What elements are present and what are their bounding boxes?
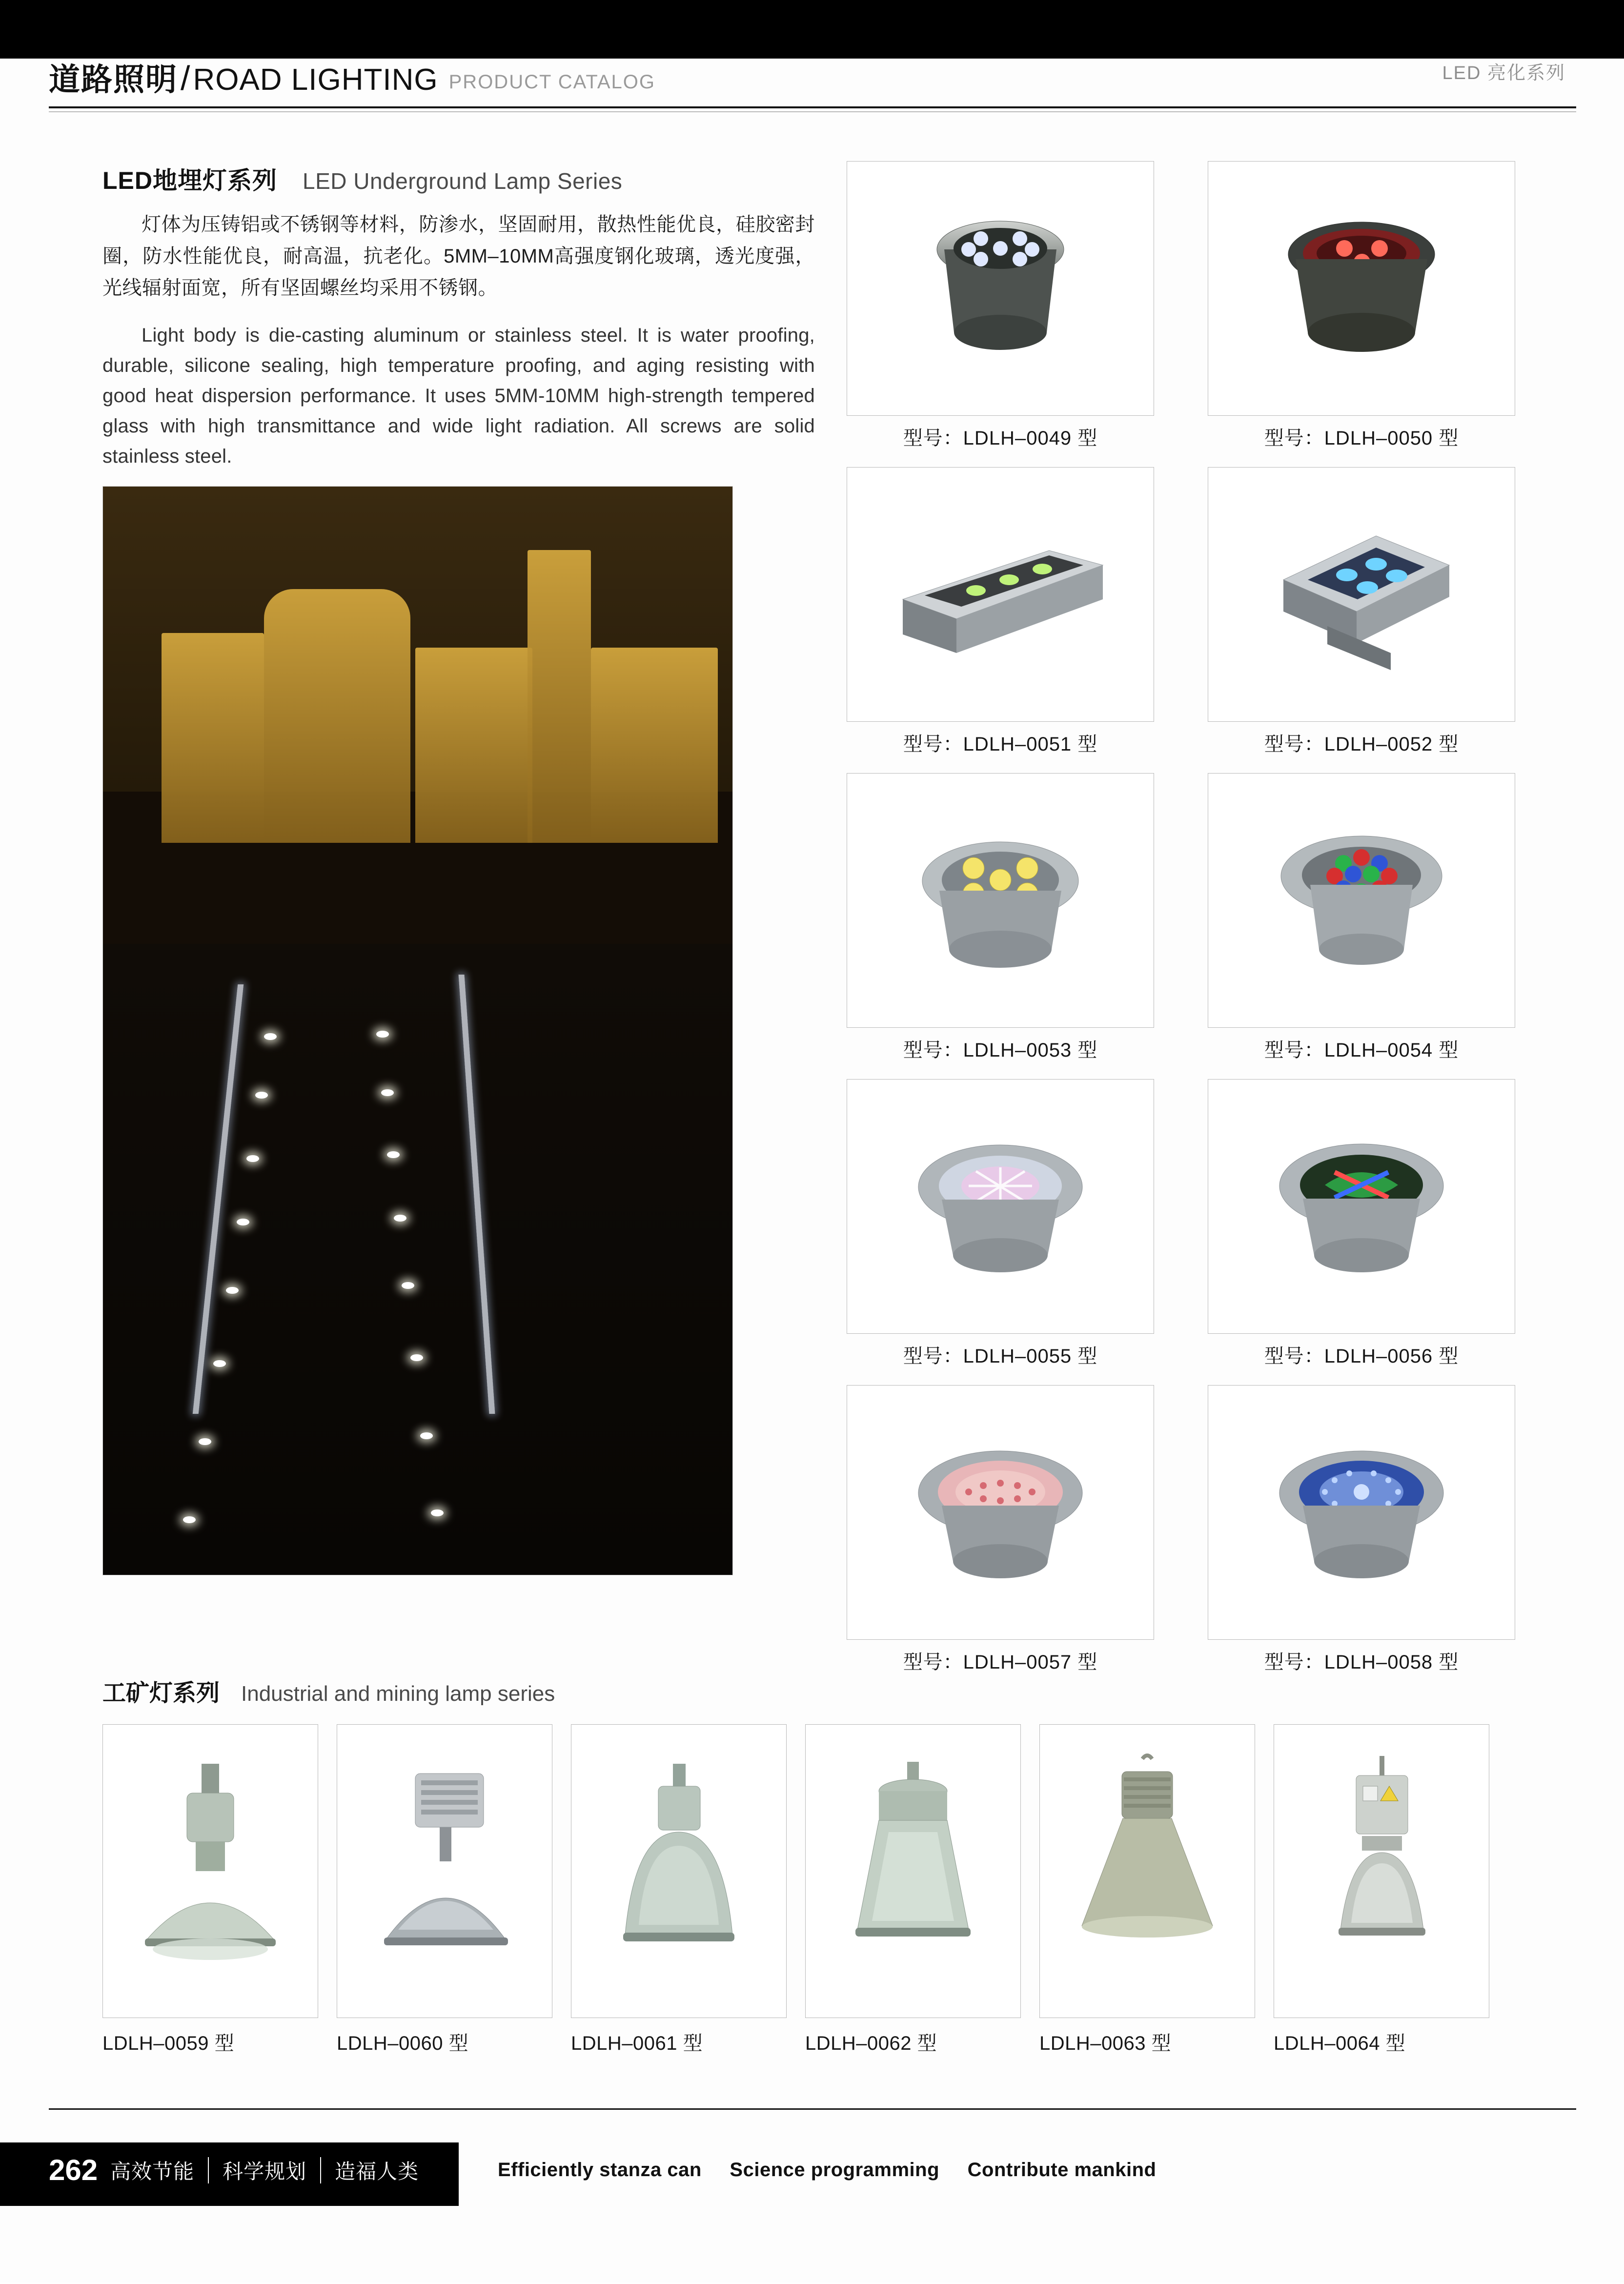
description-paragraph-cn — [102, 209, 815, 304]
product-image-ldlh-0060 — [337, 1724, 552, 2018]
product-image-ldlh-0052 — [1208, 467, 1515, 722]
footer-slogan-group — [49, 2153, 419, 2187]
industrial-caption: LDLH–0059 型 — [102, 2033, 235, 2054]
product-caption: 型号：LDLH–0058 型 — [1264, 1652, 1459, 1673]
hero-building-5 — [591, 648, 718, 843]
product-image-ldlh-0064 — [1274, 1724, 1489, 2018]
product-caption: 型号：LDLH–0057 型 — [903, 1652, 1098, 1673]
header-title-cn: 道路照明 — [49, 62, 178, 97]
product-image-ldlh-0058 — [1208, 1385, 1515, 1640]
product-caption: 型号：LDLH–0049 型 — [903, 428, 1098, 449]
section-title-cn: LED地埋灯系列 — [102, 167, 277, 194]
product-grid-underground — [834, 161, 1527, 1691]
footer-slogan-cn-3: 造福人类 — [335, 2160, 419, 2183]
product-cell — [1196, 1079, 1527, 1377]
hero-building-3 — [415, 648, 532, 843]
left-column — [102, 161, 815, 1575]
product-image-ldlh-0059 — [102, 1724, 318, 2018]
industrial-cell — [1039, 1724, 1255, 2056]
product-cell — [834, 467, 1166, 765]
footer-divider — [208, 2157, 209, 2183]
industrial-lamp-section — [102, 1674, 1532, 2056]
footer-slogan-cn-2: 科学规划 — [223, 2160, 307, 2183]
description-en-text: Light body is die-casting aluminum or stainless steel. It is water proofing, durable, silicone sealing, high temperature proofing, and aging resisting with good heat dispersion performance. It uses 5MM-10MM high-strength tempered glass with high transmittance and wide light radiation. All screws are solid stainless steel. — [102, 325, 815, 468]
footer-slogan-en-group — [498, 2159, 1178, 2181]
product-cell — [1196, 773, 1527, 1071]
product-image-ldlh-0049 — [847, 161, 1154, 416]
product-cell — [834, 773, 1166, 1071]
industrial-caption: LDLH–0060 型 — [337, 2033, 469, 2054]
header-subtitle-en: PRODUCT CATALOG — [448, 71, 656, 93]
industrial-caption: LDLH–0063 型 — [1039, 2033, 1172, 2054]
hero-photo-night-street — [102, 486, 733, 1575]
industrial-cell — [571, 1724, 787, 2056]
header-rule-thin — [49, 111, 1576, 112]
industrial-cell — [1274, 1724, 1489, 2056]
industrial-cell — [805, 1724, 1021, 2056]
header-title-en: ROAD LIGHTING — [193, 63, 438, 97]
product-caption: 型号：LDLH–0051 型 — [903, 734, 1098, 755]
product-image-ldlh-0053 — [847, 773, 1154, 1028]
product-cell — [1196, 467, 1527, 765]
product-cell — [1196, 161, 1527, 459]
footer-slogan-en-3: Contribute mankind — [967, 2159, 1157, 2181]
product-image-ldlh-0057 — [847, 1385, 1154, 1640]
industrial-title-en: Industrial and mining lamp series — [241, 1682, 555, 1706]
header-series-label: LED 亮化系列 — [1442, 63, 1565, 83]
product-cell — [834, 1385, 1166, 1683]
section-title-en: LED Underground Lamp Series — [303, 168, 623, 194]
header-rule-thick — [49, 106, 1576, 108]
industrial-cell — [337, 1724, 552, 2056]
product-image-ldlh-0062 — [805, 1724, 1021, 2018]
footer-slogan-en-2: Science programming — [730, 2159, 940, 2181]
product-caption: 型号：LDLH–0055 型 — [903, 1346, 1098, 1367]
footer-rule — [49, 2108, 1576, 2110]
footer-divider — [320, 2157, 321, 2183]
hero-building-dome — [264, 589, 410, 843]
product-image-ldlh-0050 — [1208, 161, 1515, 416]
product-caption: 型号：LDLH–0050 型 — [1264, 428, 1459, 449]
product-image-ldlh-0056 — [1208, 1079, 1515, 1334]
industrial-caption: LDLH–0061 型 — [571, 2033, 703, 2054]
product-caption: 型号：LDLH–0053 型 — [903, 1040, 1098, 1061]
product-image-ldlh-0054 — [1208, 773, 1515, 1028]
industrial-caption: LDLH–0064 型 — [1274, 2033, 1406, 2054]
product-cell — [834, 161, 1166, 459]
hero-building-1 — [162, 633, 264, 843]
product-caption: 型号：LDLH–0052 型 — [1264, 734, 1459, 755]
product-caption: 型号：LDLH–0056 型 — [1264, 1346, 1459, 1367]
footer-slogan-en-1: Efficiently stanza can — [498, 2159, 702, 2181]
industrial-title-cn: 工矿灯系列 — [102, 1680, 220, 1706]
header-slash: / — [181, 59, 190, 97]
product-image-ldlh-0055 — [847, 1079, 1154, 1334]
page-footer — [0, 2108, 1624, 2284]
underground-lamp-section-title — [102, 161, 815, 196]
header-title-group — [49, 51, 1586, 95]
footer-slogan-cn-1: 高效节能 — [110, 2160, 195, 2183]
hero-stairs-area — [103, 944, 732, 1575]
product-image-ldlh-0061 — [571, 1724, 787, 2018]
product-image-ldlh-0063 — [1039, 1724, 1255, 2018]
page-number: 262 — [49, 2154, 98, 2186]
product-cell — [834, 1079, 1166, 1377]
industrial-cell — [102, 1724, 318, 2056]
description-cn-text: 灯体为压铸铝或不锈钢等材料，防渗水，坚固耐用，散热性能优良，硅胶密封圈，防水性能优良，耐高温，抗老化。5MM–10MM高强度钢化玻璃，透光度强，光线辐射面宽，所有坚固螺丝均采用不锈钢。 — [102, 214, 815, 299]
product-cell — [1196, 1385, 1527, 1683]
hero-clock-tower — [528, 550, 591, 843]
industrial-caption: LDLH–0062 型 — [805, 2033, 937, 2054]
industrial-section-title — [102, 1674, 1532, 1708]
product-caption: 型号：LDLH–0054 型 — [1264, 1040, 1459, 1061]
page-header — [0, 0, 1624, 122]
product-image-ldlh-0051 — [847, 467, 1154, 722]
header-black-bar — [0, 0, 1624, 59]
description-paragraph-en — [102, 320, 815, 471]
